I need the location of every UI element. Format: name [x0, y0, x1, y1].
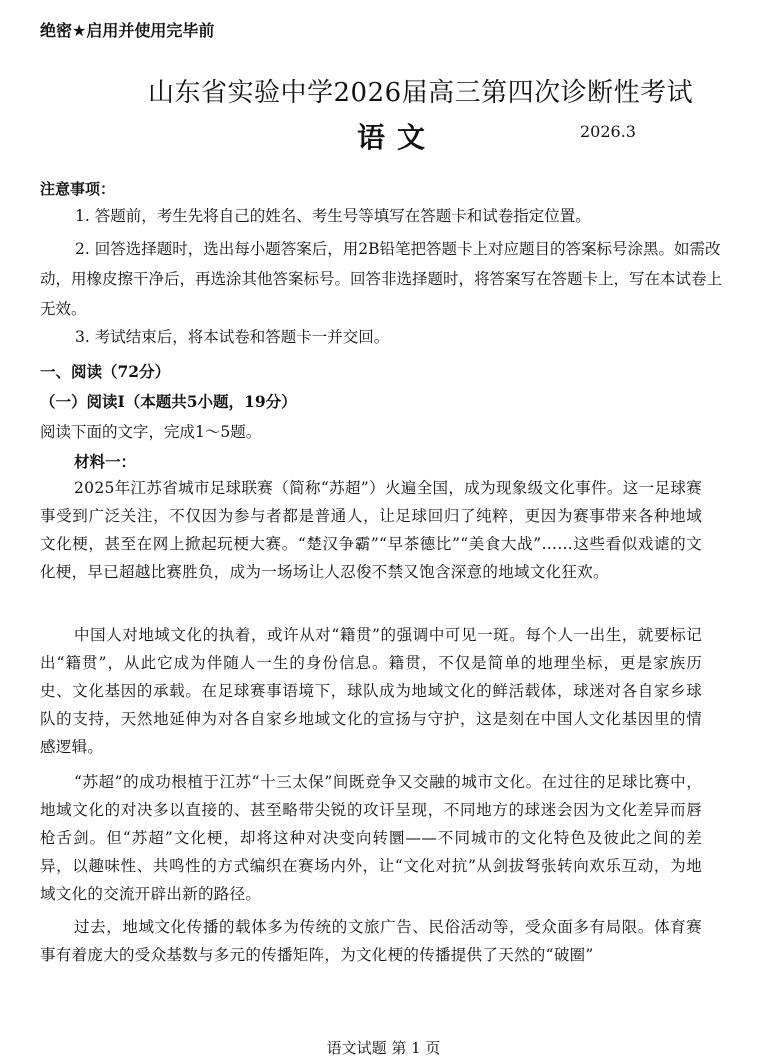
confidential-mark: 绝密★启用并使用完毕前	[40, 21, 215, 40]
exam-title: 山东省实验中学2026届高三第四次诊断性考试	[148, 78, 694, 108]
notes-heading: 注意事项：	[40, 180, 116, 198]
note-item: 1. 答题前，考生先将自己的姓名、考生号等填写在答题卡和试卷指定位置。	[75, 207, 591, 225]
page-footer: 语文试题 第 1 页	[326, 1039, 441, 1057]
article-paragraph: 2025年江苏省城市足球联赛（简称“苏超”）火遍全国，成为现象级文化事件。这一足球赛事受到广泛关注，不仅因为参与者都是普通人，让足球回归了纯粹，更因为赛事带来各种地域文化梗，甚至在网上掀起玩梗大赛。“楚汉争霸”“早茶德比”“美食大战”……这些看似戏谑的文化梗，早已超越比赛胜负，成为一场场让人忍俊不禁又饱含深意的地域文化狂欢。	[40, 479, 702, 581]
note-item: 2. 回答选择题时，选出每小题答案后，用2B铅笔把答题卡上对应题目的答案标号涂黑。如需改动，用橡皮擦干净后，再选涂其他答案标号。回答非选择题时，将答案写在答题卡上，写在本试卷上无效。	[40, 240, 723, 318]
note-item: 3. 考试结束后，将本试卷和答题卡一并交回。	[75, 328, 390, 346]
subject-title: 语文	[357, 121, 438, 154]
article-paragraph: 过去，地域文化传播的载体多为传统的文旅广告、民俗活动等，受众面多有局限。体育赛事有着庞大的受众基数与多元的传播矩阵，为文化梗的传播提供了天然的“破圈”	[40, 918, 702, 964]
material-label: 材料一：	[74, 452, 137, 471]
article-paragraph: “苏超”的成功根植于江苏“十三太保”间既竞争又交融的城市文化。在过往的足球比赛中，地域文化的对决多以直接的、甚至略带尖锐的攻讦呈现，不同地方的球迷会因为文化差异而唇枪舌剑。但“苏超”文化梗，却将这种对决变向转圜——不同城市的文化特色及彼此之间的差异，以趣味性、共鸣性的方式编织在赛场内外，让“文化对抗”从剑拔弩张转向欢乐互动，为地域文化的交流开辟出新的路径。	[40, 773, 702, 903]
sub-section-heading: （一）阅读Ⅰ（本题共5小题，19分）	[40, 392, 297, 411]
article-paragraph: 中国人对地域文化的执着，或许从对“籍贯”的强调中可见一斑。每个人一出生，就要标记出“籍贯”，从此它成为伴随人一生的身份信息。籍贯，不仅是简单的地理坐标，更是家族历史、文化基因的承载。在足球赛事语境下，球队成为地域文化的鲜活载体，球迷对各自家乡球队的支持，天然地延伸为对各自家乡地域文化的宣扬与守护，这是刻在中国人文化基因里的情感逻辑。	[40, 626, 702, 756]
section-heading: 一、阅读（72分）	[40, 362, 171, 381]
exam-date: 2026.3	[580, 122, 636, 141]
reading-instruction: 阅读下面的文字，完成1～5题。	[40, 423, 262, 441]
